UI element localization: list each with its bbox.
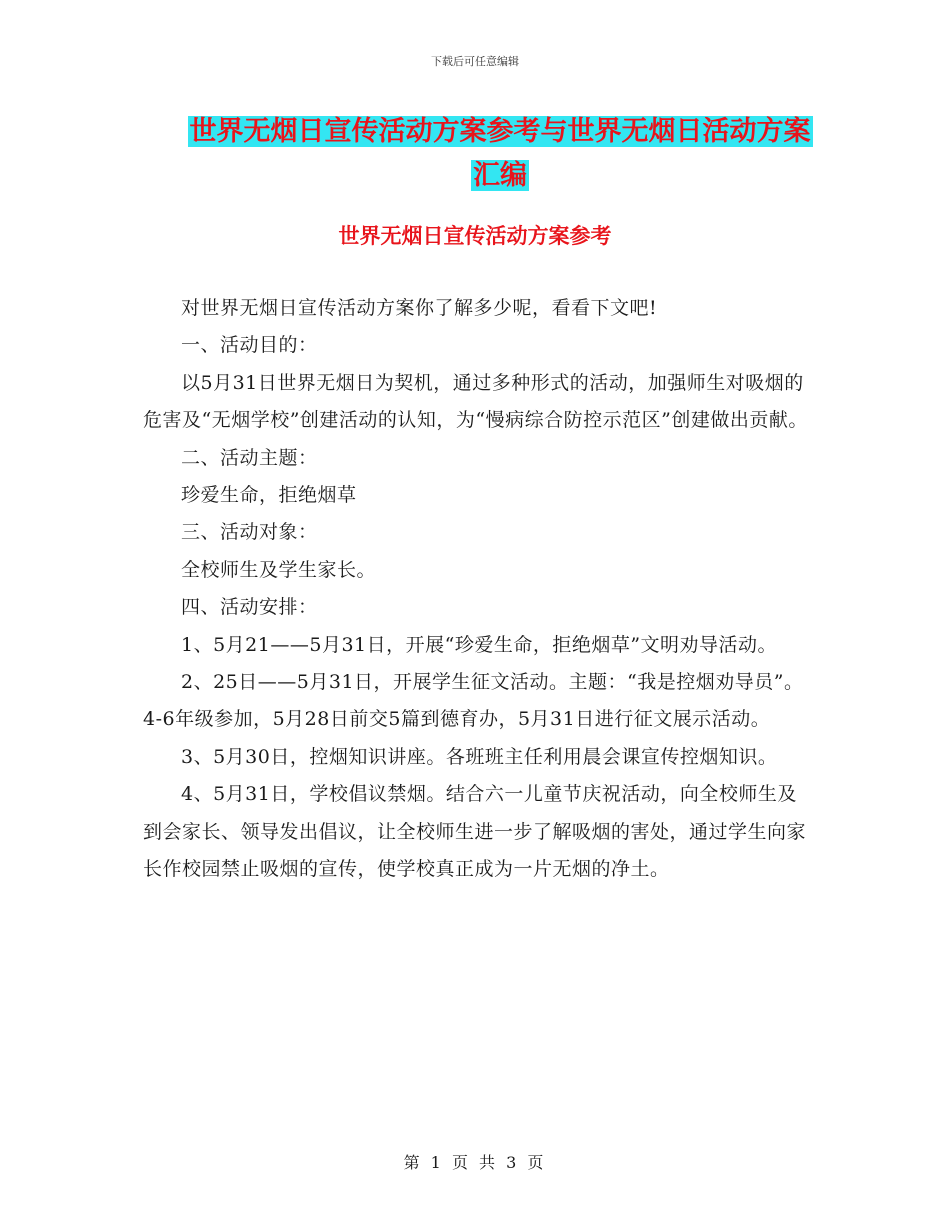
paragraph: 全校师生及学生家长。 bbox=[181, 558, 377, 581]
body-text bbox=[143, 290, 811, 889]
section-title: 世界无烟日宣传活动方案参考 bbox=[338, 224, 612, 248]
paragraph: 1、5月21——5月31日，开展“珍爱生命，拒绝烟草”文明劝导活动。 bbox=[181, 633, 778, 656]
paragraph: 四、活动安排： bbox=[181, 596, 318, 619]
paragraph: 4、5月31日，学校倡议禁烟。结合六一儿童节庆祝活动，向全校师生及到会家长、领导发出倡议，让全校师生进一步了解吸烟的害处，通过学生向家长作校园禁止吸烟的宣传，使学校真正成为一片无烟的净土。 bbox=[143, 783, 807, 881]
paragraph: 对世界无烟日宣传活动方案你了解多少呢，看看下文吧! bbox=[181, 297, 658, 319]
paragraph: 2、25日——5月31日，开展学生征文活动。主题：“我是控烟劝导员”。4-6年级参加，5月28日前交5篇到德育办，5月31日进行征文展示活动。 bbox=[143, 671, 804, 731]
header-note: 下载后可任意编辑 bbox=[431, 55, 519, 68]
main-title bbox=[140, 110, 860, 198]
paragraph: 一、活动目的： bbox=[181, 334, 318, 357]
paragraph: 二、活动主题： bbox=[181, 446, 318, 469]
paragraph: 3、5月30日，控烟知识讲座。各班班主任利用晨会课宣传控烟知识。 bbox=[181, 745, 778, 768]
paragraph: 以5月31日世界无烟日为契机，通过多种形式的活动，加强师生对吸烟的危害及“无烟学校”创建活动的认知，为“慢病综合防控示范区”创建做出贡献。 bbox=[143, 371, 808, 432]
page-footer: 第 1 页 共 3 页 bbox=[403, 1153, 547, 1172]
paragraph: 珍爱生命，拒绝烟草 bbox=[181, 484, 357, 507]
main-title-line1: 世界无烟日宣传活动方案参考与世界无烟日活动方案 bbox=[189, 116, 811, 147]
paragraph: 三、活动对象： bbox=[181, 521, 318, 544]
main-title-line2: 汇编 bbox=[473, 160, 527, 191]
